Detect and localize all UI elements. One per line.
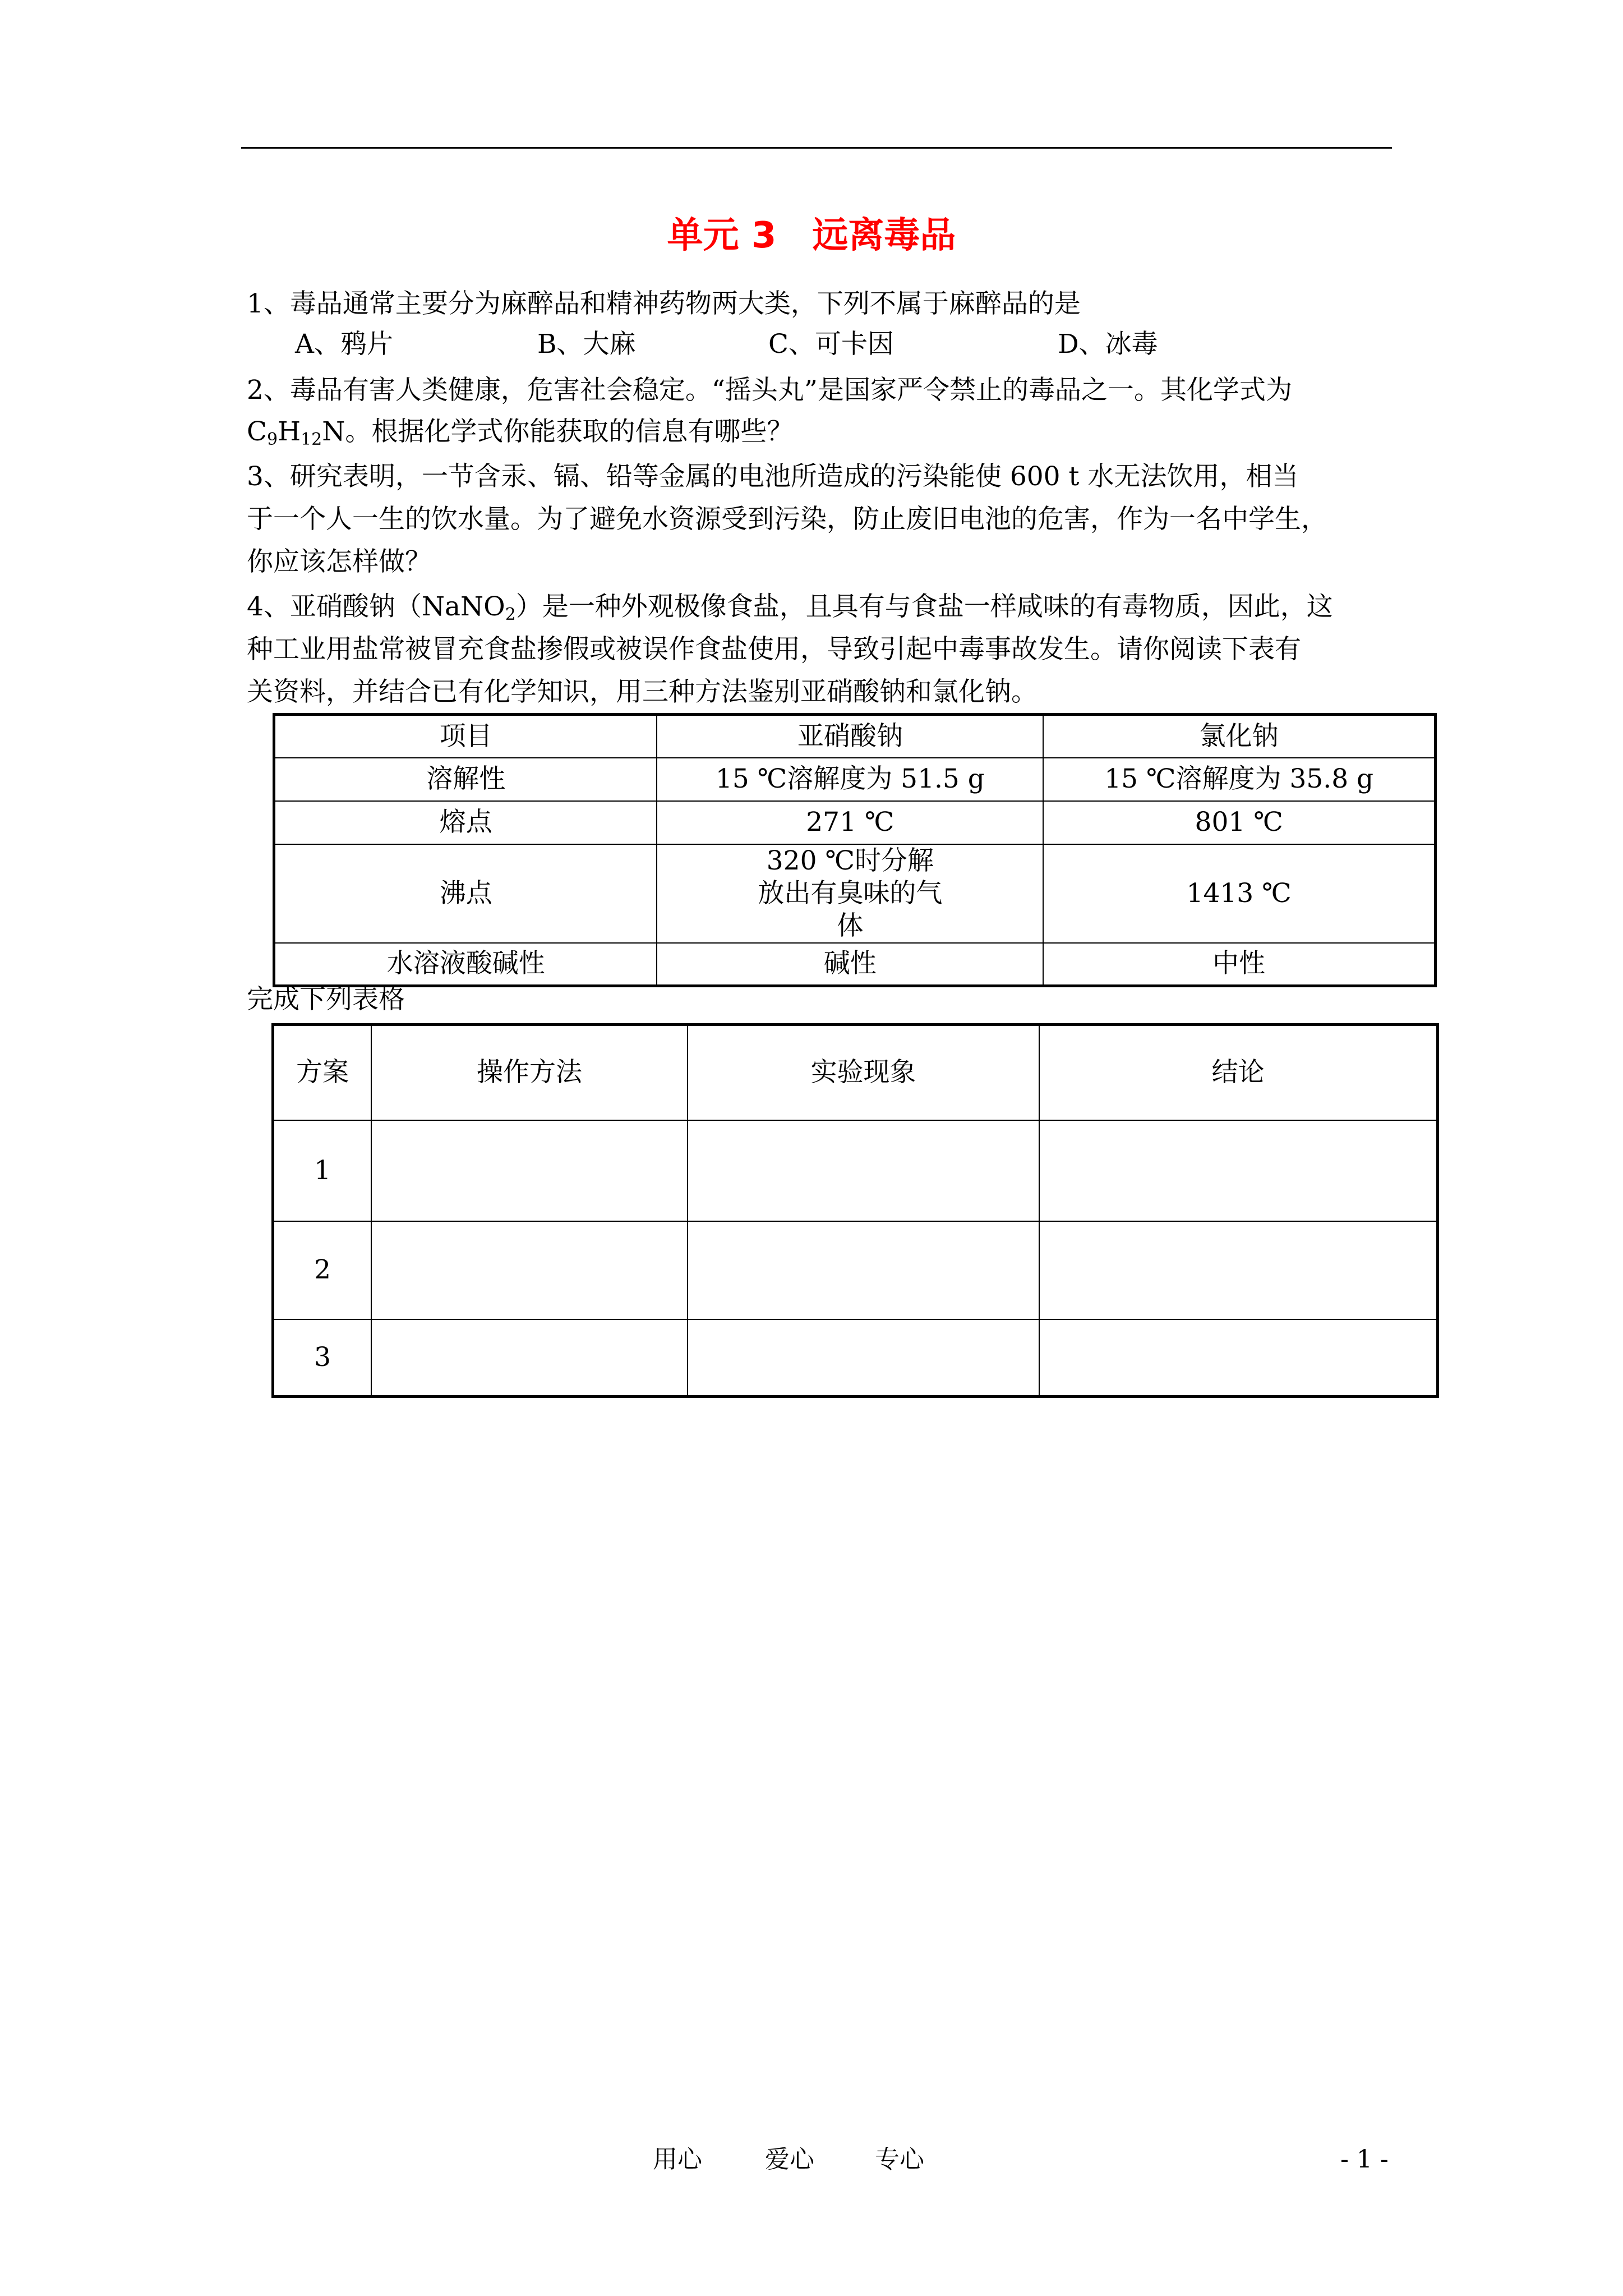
q1-option-c: C、可卡因 bbox=[768, 329, 894, 360]
answer-cell[interactable] bbox=[688, 1319, 1039, 1397]
table-header-row bbox=[273, 1025, 1438, 1120]
answer-cell[interactable] bbox=[371, 1120, 688, 1221]
table-row bbox=[274, 844, 1436, 943]
table-cell: 中性 bbox=[1043, 943, 1435, 986]
table-cell: 15 ℃溶解度为 51.5 g bbox=[657, 758, 1043, 801]
fill-prompt: 完成下列表格 bbox=[247, 984, 405, 1015]
formula-h-sub: 12 bbox=[301, 430, 322, 449]
footer-item: 用心 bbox=[653, 2145, 702, 2174]
table-cell: 1413 ℃ bbox=[1043, 844, 1435, 943]
header-cell: 氯化钠 bbox=[1043, 715, 1435, 758]
page-number: - 1 - bbox=[1340, 2145, 1389, 2174]
table-row bbox=[274, 758, 1436, 801]
table-cell: 溶解性 bbox=[274, 758, 657, 801]
header-cell: 亚硝酸钠 bbox=[657, 715, 1043, 758]
question-4-line-3: 关资料，并结合已有化学知识，用三种方法鉴别亚硝酸钠和氯化钠。 bbox=[247, 677, 1038, 707]
table-row bbox=[273, 1319, 1438, 1397]
table-cell: 15 ℃溶解度为 35.8 g bbox=[1043, 758, 1435, 801]
footer-item: 爱心 bbox=[765, 2145, 814, 2174]
table-header-row bbox=[274, 715, 1436, 758]
answer-cell[interactable] bbox=[1039, 1120, 1437, 1221]
question-3-line-1: 3、研究表明，一节含汞、镉、铅等金属的电池所造成的污染能使 600 t 水无法饮用，相当 bbox=[247, 461, 1299, 492]
formula-n: N bbox=[322, 416, 345, 447]
page-title: 单元 3 远离毒品 bbox=[667, 215, 956, 256]
row-number: 1 bbox=[273, 1120, 372, 1221]
question-4-line-1 bbox=[247, 590, 1333, 624]
formula-h: H bbox=[278, 416, 301, 447]
header-cell: 操作方法 bbox=[371, 1025, 688, 1120]
table-row bbox=[274, 943, 1436, 986]
table-row bbox=[273, 1120, 1438, 1221]
table-cell: 熔点 bbox=[274, 801, 657, 844]
question-1: 1、毒品通常主要分为麻醉品和精神药物两大类，下列不属于麻醉品的是 bbox=[247, 288, 1081, 319]
formula-c: C bbox=[247, 416, 267, 447]
table-cell: 801 ℃ bbox=[1043, 801, 1435, 844]
question-3-line-2: 于一个人一生的饮水量。为了避免水资源受到污染，防止废旧电池的危害，作为一名中学生， bbox=[247, 504, 1327, 535]
q4-text-b: ）是一种外观极像食盐，且具有与食盐一样咸味的有毒物质，因此，这 bbox=[515, 591, 1333, 622]
row-number: 2 bbox=[273, 1221, 372, 1319]
header-cell: 实验现象 bbox=[688, 1025, 1039, 1120]
footer-item: 专心 bbox=[875, 2145, 924, 2174]
answer-cell[interactable] bbox=[688, 1221, 1039, 1319]
answer-table bbox=[271, 1023, 1439, 1398]
answer-cell[interactable] bbox=[1039, 1221, 1437, 1319]
answer-cell[interactable] bbox=[1039, 1319, 1437, 1397]
header-cell: 结论 bbox=[1039, 1025, 1437, 1120]
q1-option-b: B、大麻 bbox=[537, 329, 636, 360]
table-cell: 沸点 bbox=[274, 844, 657, 943]
answer-cell[interactable] bbox=[371, 1319, 688, 1397]
q1-option-a: A、鸦片 bbox=[295, 329, 393, 360]
header-rule bbox=[241, 147, 1392, 149]
table-cell: 水溶液酸碱性 bbox=[274, 943, 657, 986]
answer-cell[interactable] bbox=[371, 1221, 688, 1319]
question-2-line-1: 2、毒品有害人类健康，危害社会稳定。“摇头丸”是国家严令禁止的毒品之一。其化学式为 bbox=[247, 375, 1292, 406]
q2-rest: 。根据化学式你能获取的信息有哪些？ bbox=[345, 416, 794, 447]
table-cell: 271 ℃ bbox=[657, 801, 1043, 844]
question-3-line-3: 你应该怎样做？ bbox=[247, 546, 431, 577]
header-cell: 方案 bbox=[273, 1025, 372, 1120]
answer-cell[interactable] bbox=[688, 1120, 1039, 1221]
formula-c-sub: 9 bbox=[266, 430, 278, 449]
table-row bbox=[273, 1221, 1438, 1319]
q4-sub: 2 bbox=[505, 605, 516, 624]
table-row bbox=[274, 801, 1436, 844]
comparison-table bbox=[273, 713, 1437, 987]
table-cell: 碱性 bbox=[657, 943, 1043, 986]
question-2-line-2 bbox=[247, 415, 793, 449]
question-4-line-2: 种工业用盐常被冒充食盐掺假或被误作食盐使用，导致引起中毒事故发生。请你阅读下表有 bbox=[247, 634, 1301, 665]
q1-option-d: D、冰毒 bbox=[1058, 329, 1158, 360]
header-cell: 项目 bbox=[274, 715, 657, 758]
row-number: 3 bbox=[273, 1319, 372, 1397]
q4-text-a: 4、亚硝酸钠（NaNO bbox=[247, 591, 505, 622]
table-cell bbox=[657, 844, 1043, 943]
table-cell-wrap: 320 ℃时分解放出有臭味的气体 bbox=[758, 845, 943, 941]
